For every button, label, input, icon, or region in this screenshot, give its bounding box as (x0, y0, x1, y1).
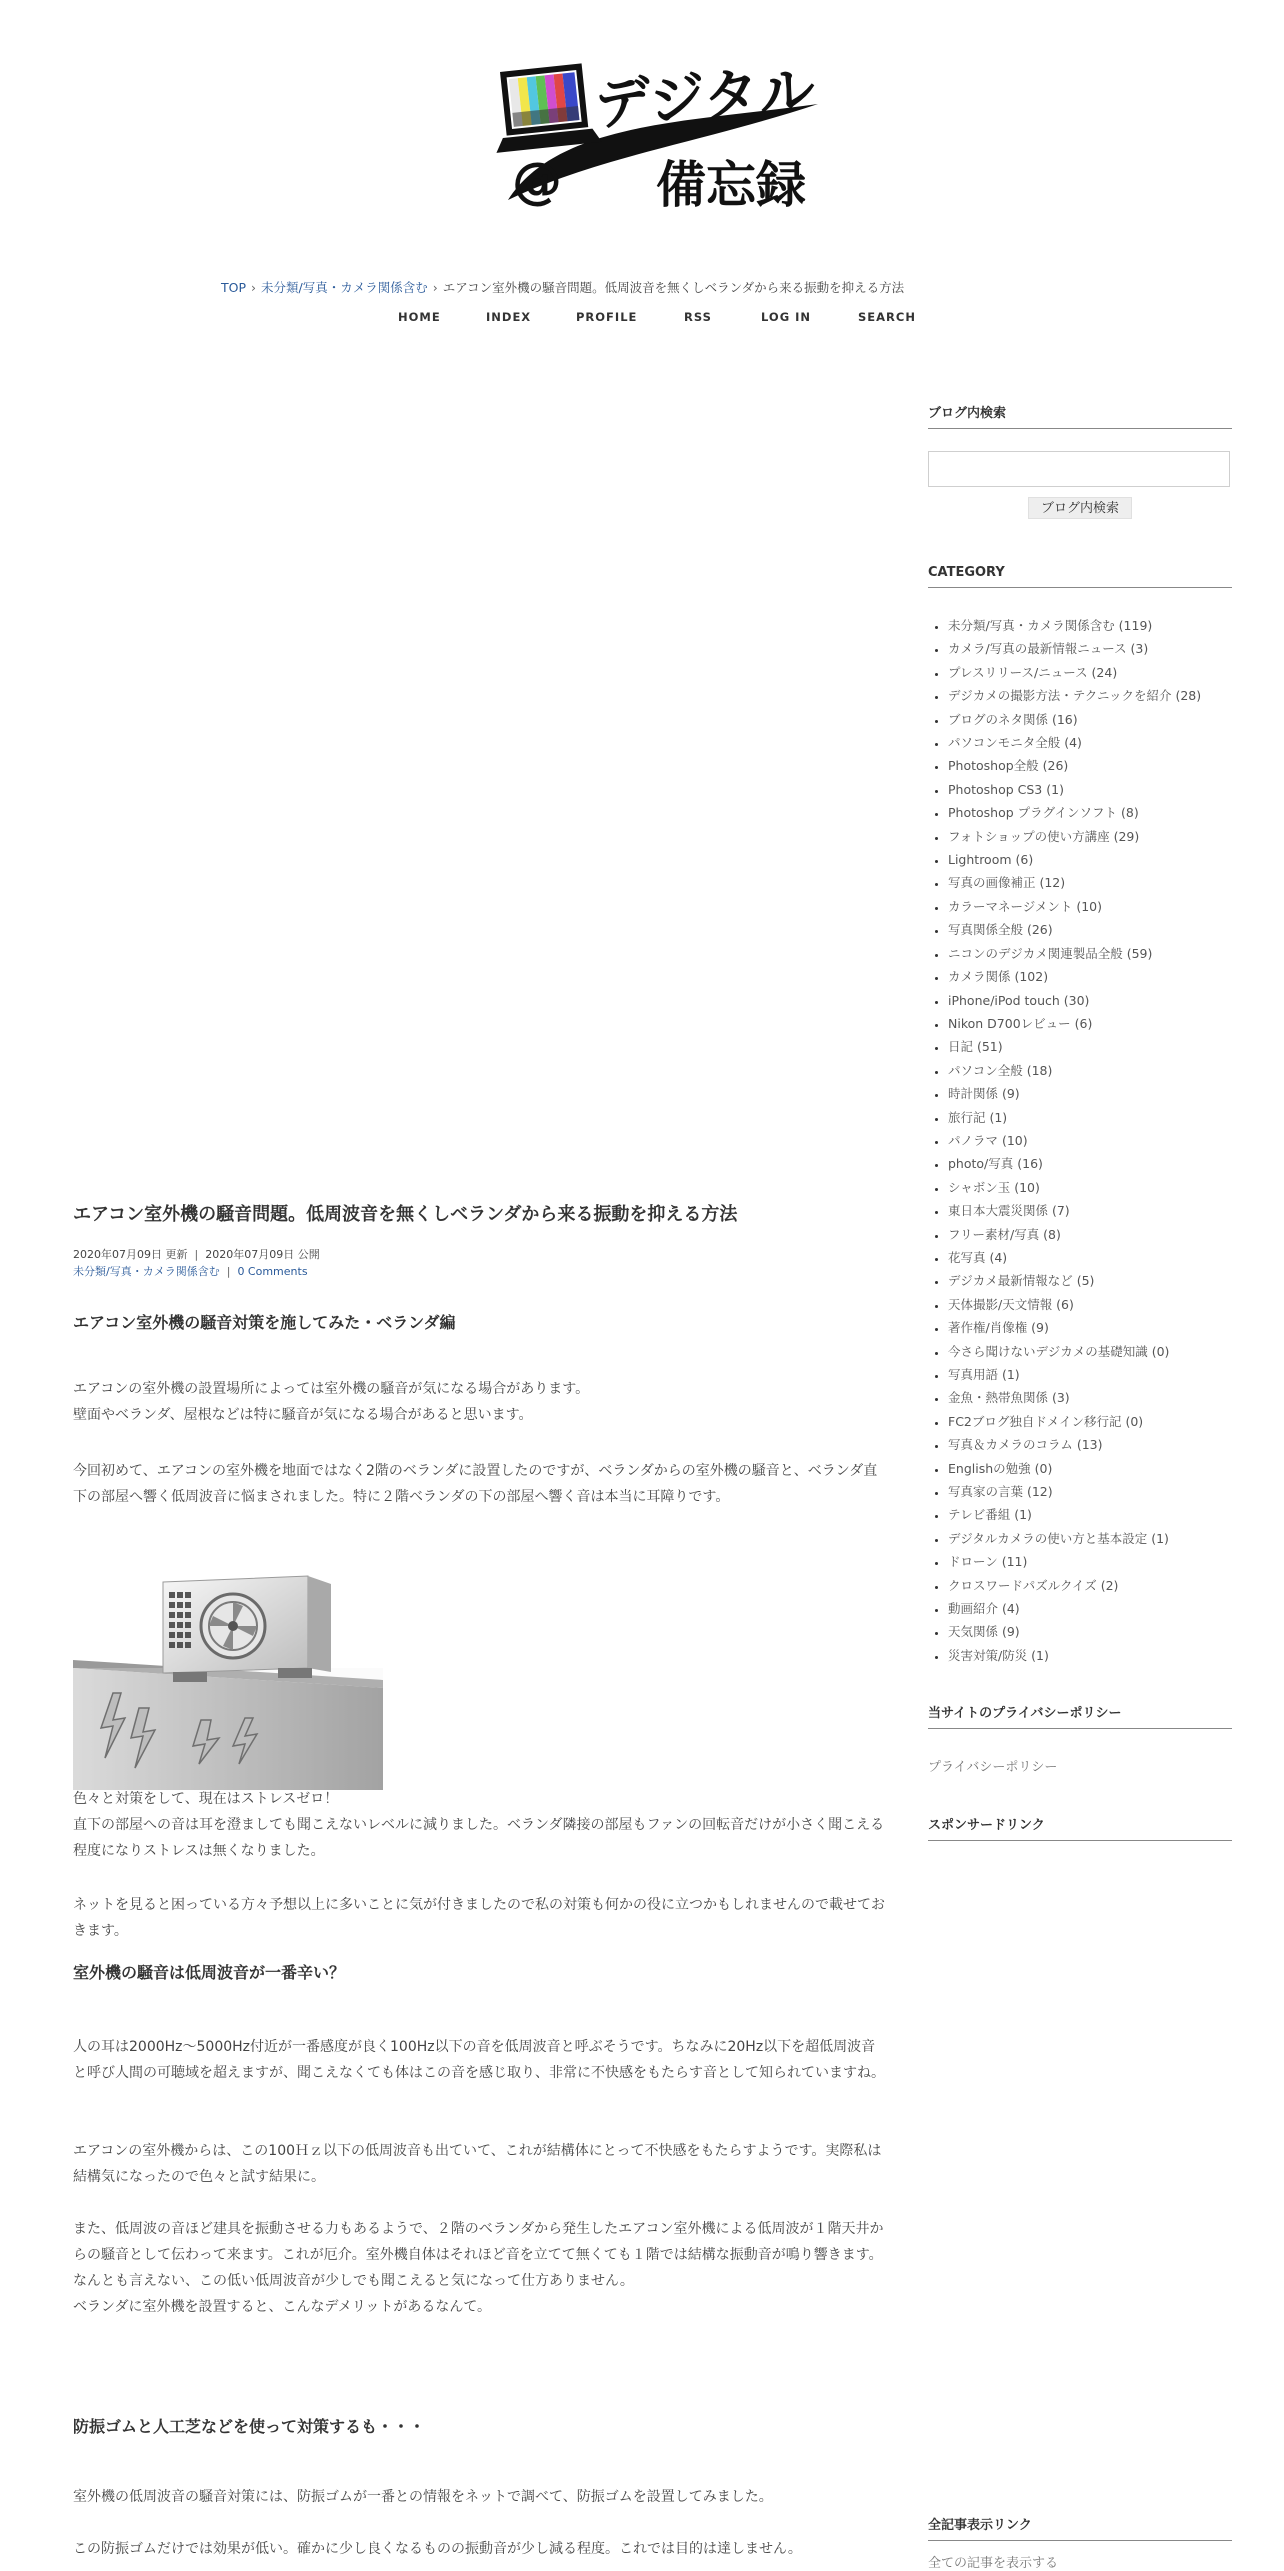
paragraph-8 (73, 2484, 889, 2510)
category-item[interactable]: • 未分類/写真・カメラ関係含む (119) (948, 614, 1201, 637)
category-item[interactable]: • Photoshop全般 (26) (948, 754, 1201, 777)
category-item[interactable]: • Lightroom (6) (948, 848, 1201, 871)
category-item[interactable]: • 天体撮影/天文情報 (6) (948, 1293, 1201, 1316)
breadcrumb-separator-icon: › (251, 280, 257, 295)
nav-index[interactable]: INDEX (486, 310, 532, 324)
category-item[interactable]: • 今さら聞けないデジカメの基礎知識 (0) (948, 1340, 1201, 1363)
nav-profile[interactable]: PROFILE (576, 310, 638, 324)
paragraph-7-line-1: また、低周波の音ほど建具を振動させる力もあるようで、２階のベランダから発生したエアコン室外機による低周波が１階天井からの騒音として伝わって来ます。これが厄介。室外機自体はそれほど音を立てて無くても１階では結構な振動音が鳴り響きます。 (73, 2221, 884, 2263)
category-item[interactable]: • 金魚・熱帯魚関係 (3) (948, 1386, 1201, 1409)
article-header (73, 1200, 889, 1226)
sidebar-search-button[interactable]: ブログ内検索 (1028, 497, 1132, 519)
category-item[interactable]: • ニコンのデジカメ関連製品全般 (59) (948, 942, 1201, 965)
category-item[interactable]: • デジカメ最新情報など (5) (948, 1269, 1201, 1292)
breadcrumb-separator-icon: › (432, 280, 438, 295)
all-posts-link[interactable]: 全ての記事を表示する (928, 2556, 1059, 2571)
sidebar-search-input[interactable] (928, 451, 1230, 487)
post-published-date: 2020年07月09日 公開 (205, 1248, 320, 1261)
category-item[interactable]: • フリー素材/写真 (8) (948, 1223, 1201, 1246)
sidebar-sponsor-heading: スポンサードリンク (928, 1814, 1232, 1841)
global-nav (398, 310, 928, 324)
post-comments-link[interactable]: 0 Comments (237, 1265, 308, 1278)
category-list (928, 614, 1201, 1667)
paragraph-6 (73, 2138, 889, 2190)
paragraph-7 (73, 2216, 889, 2320)
category-item[interactable]: • クロスワードパズルクイズ (2) (948, 1574, 1201, 1597)
category-item[interactable]: • 災害対策/防災 (1) (948, 1644, 1201, 1667)
paragraph-3-line-1: 色々と対策をして、現在はストレスゼロ！ (73, 1791, 339, 1807)
paragraph-3-line-2: 直下の部屋への音は耳を澄ましても聞こえないレベルに減りました。ベランダ隣接の部屋もファンの回転音だけが小さく聞こえる程度になりストレスは無くなりました。 (73, 1817, 885, 1859)
category-item[interactable]: • カメラ/写真の最新情報ニュース (3) (948, 637, 1201, 660)
category-item[interactable]: • デジカメの撮影方法・テクニックを紹介 (28) (948, 684, 1201, 707)
paragraph-9-text: この防振ゴムだけでは効果が低い。確かに少し良くなるものの振動音が少し減る程度。これでは目的は達しません。 (73, 2541, 802, 2557)
category-item[interactable]: • カメラ関係 (102) (948, 965, 1201, 988)
nav-rss[interactable]: RSS (684, 310, 712, 324)
logo-at: @ (512, 152, 562, 210)
category-item[interactable]: • Photoshop プラグインソフト (8) (948, 801, 1201, 824)
category-item[interactable]: • デジタルカメラの使い方と基本設定 (1) (948, 1527, 1201, 1550)
category-item[interactable]: • テレビ番組 (1) (948, 1503, 1201, 1526)
category-item[interactable]: • photo/写真 (16) (948, 1152, 1201, 1175)
category-item[interactable]: • パソコンモニタ全般 (4) (948, 731, 1201, 754)
category-item[interactable]: • 東日本大震災関係 (7) (948, 1199, 1201, 1222)
privacy-policy-link[interactable]: プライバシーポリシー (928, 1760, 1058, 1775)
category-item[interactable]: • 著作権/肖像権 (9) (948, 1316, 1201, 1339)
logo-title-bottom: 備忘録 (656, 156, 806, 214)
paragraph-1-line-1: エアコンの室外機の設置場所によっては室外機の騒音が気になる場合があります。 (73, 1381, 590, 1397)
nav-search[interactable]: SEARCH (858, 310, 916, 324)
paragraph-7-line-3: ベランダに室外機を設置すると、こんなデメリットがあるなんて。 (73, 2299, 492, 2315)
category-item[interactable]: • iPhone/iPod touch (30) (948, 989, 1201, 1012)
sidebar-allposts-heading: 全記事表示リンク (928, 2514, 1232, 2541)
category-item[interactable]: • パノラマ (10) (948, 1129, 1201, 1152)
category-item[interactable]: • 写真の画像補正 (12) (948, 871, 1201, 894)
paragraph-2 (73, 1458, 889, 1510)
category-item[interactable]: • 天気関係 (9) (948, 1620, 1201, 1643)
section-heading-3: 防振ゴムと人工芝などを使って対策するも・・・ (73, 2417, 426, 2436)
breadcrumb (221, 278, 904, 296)
category-item[interactable]: • シャボン玉 (10) (948, 1176, 1201, 1199)
category-item[interactable]: • ドローン (11) (948, 1550, 1201, 1573)
sidebar-category-heading: CATEGORY (928, 565, 1232, 588)
category-item[interactable]: • 写真用語 (1) (948, 1363, 1201, 1386)
logo-title-top: デジタル (592, 62, 818, 138)
nav-home[interactable]: HOME (398, 310, 441, 324)
paragraph-4 (73, 1892, 889, 1944)
paragraph-5-text: 人の耳は2000Hz～5000Hz付近が一番感度が良く100Hz以下の音を低周波音と呼ぶそうです。ちなみに20Hz以下を超低周波音と呼び人間の可聴域を超えますが、聞こえなくても体はこの音を感じ取り、非常に不快感をもたらす音として知られていますね。 (73, 2039, 885, 2081)
paragraph-1 (73, 1376, 889, 1428)
category-item[interactable]: • Englishの勉強 (0) (948, 1457, 1201, 1480)
paragraph-2-text: 今回初めて、エアコンの室外機を地面ではなく2階のベランダに設置したのですが、ベランダからの室外機の騒音と、ベランダ直下の部屋へ響く低周波音に悩まされました。特に２階ベランダの下の部屋へ響く音は本当に耳障りです。 (73, 1463, 878, 1505)
category-item[interactable]: • 動画紹介 (4) (948, 1597, 1201, 1620)
sidebar-search-heading: ブログ内検索 (928, 402, 1232, 429)
paragraph-9 (73, 2536, 889, 2562)
category-item[interactable]: • 写真家の言葉 (12) (948, 1480, 1201, 1503)
category-item[interactable]: • 時計関係 (9) (948, 1082, 1201, 1105)
paragraph-3 (73, 1786, 889, 1864)
category-item[interactable]: • カラーマネージメント (10) (948, 895, 1201, 918)
category-item[interactable]: • 写真＆カメラのコラム (13) (948, 1433, 1201, 1456)
paragraph-6-text: エアコンの室外機からは、この100Ｈｚ以下の低周波音も出ていて、これが結構体にとって不快感をもたらすようです。実際私は結構気になったので色々と試す結果に。 (73, 2143, 882, 2185)
breadcrumb-top[interactable]: TOP (221, 280, 247, 295)
paragraph-7-line-2: なんとも言えない、この低い低周波音が少しでも聞こえると気になって仕方ありません。 (73, 2273, 634, 2289)
site-logo[interactable] (488, 62, 826, 214)
post-updated-date: 2020年07月09日 更新 (73, 1248, 188, 1261)
category-item[interactable]: • 写真関係全般 (26) (948, 918, 1201, 941)
category-item[interactable]: • 花写真 (4) (948, 1246, 1201, 1269)
category-item[interactable]: • プレスリリース/ニュース (24) (948, 661, 1201, 684)
breadcrumb-current: エアコン室外機の騒音問題。低周波音を無くしベランダから来る振動を抑える方法 (442, 280, 905, 295)
breadcrumb-category[interactable]: 未分類/写真・カメラ関係含む (261, 280, 428, 295)
category-item[interactable]: • ブログのネタ関係 (16) (948, 708, 1201, 731)
category-item[interactable]: • 日記 (51) (948, 1035, 1201, 1058)
category-item[interactable]: • Nikon D700レビュー (6) (948, 1012, 1201, 1035)
section-heading-2: 室外機の騒音は低周波音が一番辛い？ (73, 1963, 346, 1982)
sidebar-privacy-heading: 当サイトのプライバシーポリシー (928, 1702, 1232, 1729)
category-item[interactable]: • Photoshop CS3 (1) (948, 778, 1201, 801)
category-item[interactable]: • FC2ブログ独自ドメイン移行記 (0) (948, 1410, 1201, 1433)
paragraph-4-text: ネットを見ると困っている方々予想以上に多いことに気が付きましたので私の対策も何かの役に立つかもしれませんので載せておきます。 (73, 1897, 885, 1939)
section-heading-1: エアコン室外機の騒音対策を施してみた・ベランダ編 (73, 1313, 456, 1332)
paragraph-1-line-2: 壁面やベランダ、屋根などは特に騒音が気になる場合があると思います。 (73, 1407, 533, 1423)
paragraph-8-text: 室外機の低周波音の騒音対策には、防振ゴムが一番との情報をネットで調べて、防振ゴムを設置してみました。 (73, 2489, 773, 2505)
paragraph-5 (73, 2034, 889, 2086)
category-item[interactable]: • 旅行記 (1) (948, 1106, 1201, 1129)
category-item[interactable]: • パソコン全般 (18) (948, 1059, 1201, 1082)
post-meta: 2020年07月09日 更新 | 2020年07月09日 公開 未分類/写真・カメラ関係含む | 0 Comments (73, 1248, 320, 1278)
category-item[interactable]: • フォトショップの使い方講座 (29) (948, 825, 1201, 848)
post-title: エアコン室外機の騒音問題。低周波音を無くしベランダから来る振動を抑える方法 (73, 1204, 738, 1225)
nav-login[interactable]: LOG IN (761, 310, 812, 324)
air-conditioner-illustration (73, 1568, 383, 1790)
post-category-link[interactable]: 未分類/写真・カメラ関係含む (73, 1265, 220, 1278)
